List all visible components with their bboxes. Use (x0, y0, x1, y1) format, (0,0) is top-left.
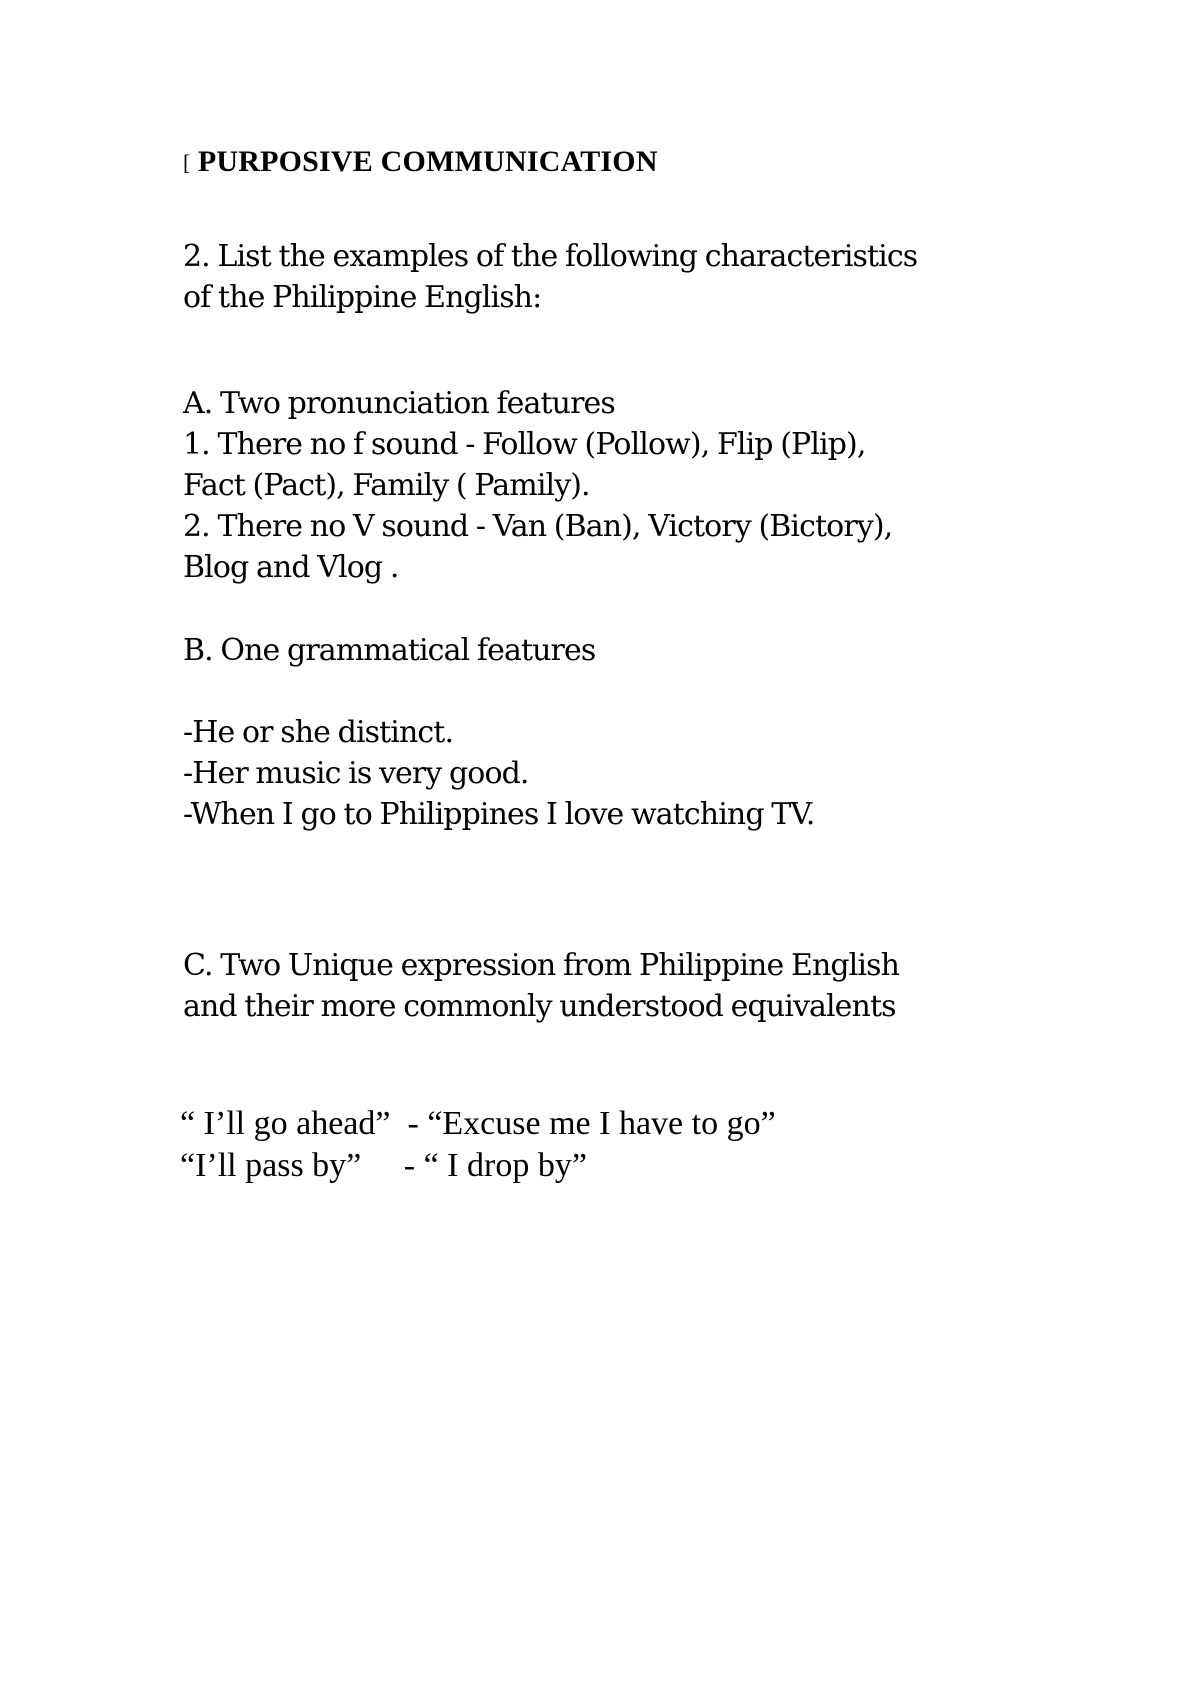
expression-row: “I’ll pass by” - “ I drop by” (180, 1147, 587, 1184)
section-b-example: -Her music is very good. (183, 756, 529, 791)
section-a-item-1-line-2: Fact (Pact), Family ( Pamily). (183, 468, 590, 503)
section-c-heading-line-2: and their more commonly understood equivalents (183, 989, 896, 1024)
expression-row: “ I’ll go ahead” - “Excuse me I have to go” (180, 1105, 776, 1142)
question-line-2: of the Philippine English: (183, 280, 542, 315)
section-b-heading: B. One grammatical features (183, 633, 596, 668)
document-title: PURPOSIVE COMMUNICATION (197, 145, 658, 178)
section-a-item-2-line-1: 2. There no V sound - Van (Ban), Victory (Bictory), (183, 509, 893, 544)
question-line-1: 2. List the examples of the following characteristics (183, 239, 918, 274)
section-c-heading-line-1: C. Two Unique expression from Philippine English (183, 948, 899, 983)
section-a-item-1-line-1: 1. There no f sound - Follow (Pollow), Flip (Plip), (183, 427, 866, 462)
section-a-heading: A. Two pronunciation features (183, 386, 615, 421)
section-b-example: -When I go to Philippines I love watching TV. (183, 797, 815, 832)
section-a-item-2-line-2: Blog and Vlog . (183, 550, 399, 585)
section-b-example: -He or she distinct. (183, 715, 454, 750)
header-bracket: [ (183, 150, 191, 175)
document-header (183, 145, 658, 179)
